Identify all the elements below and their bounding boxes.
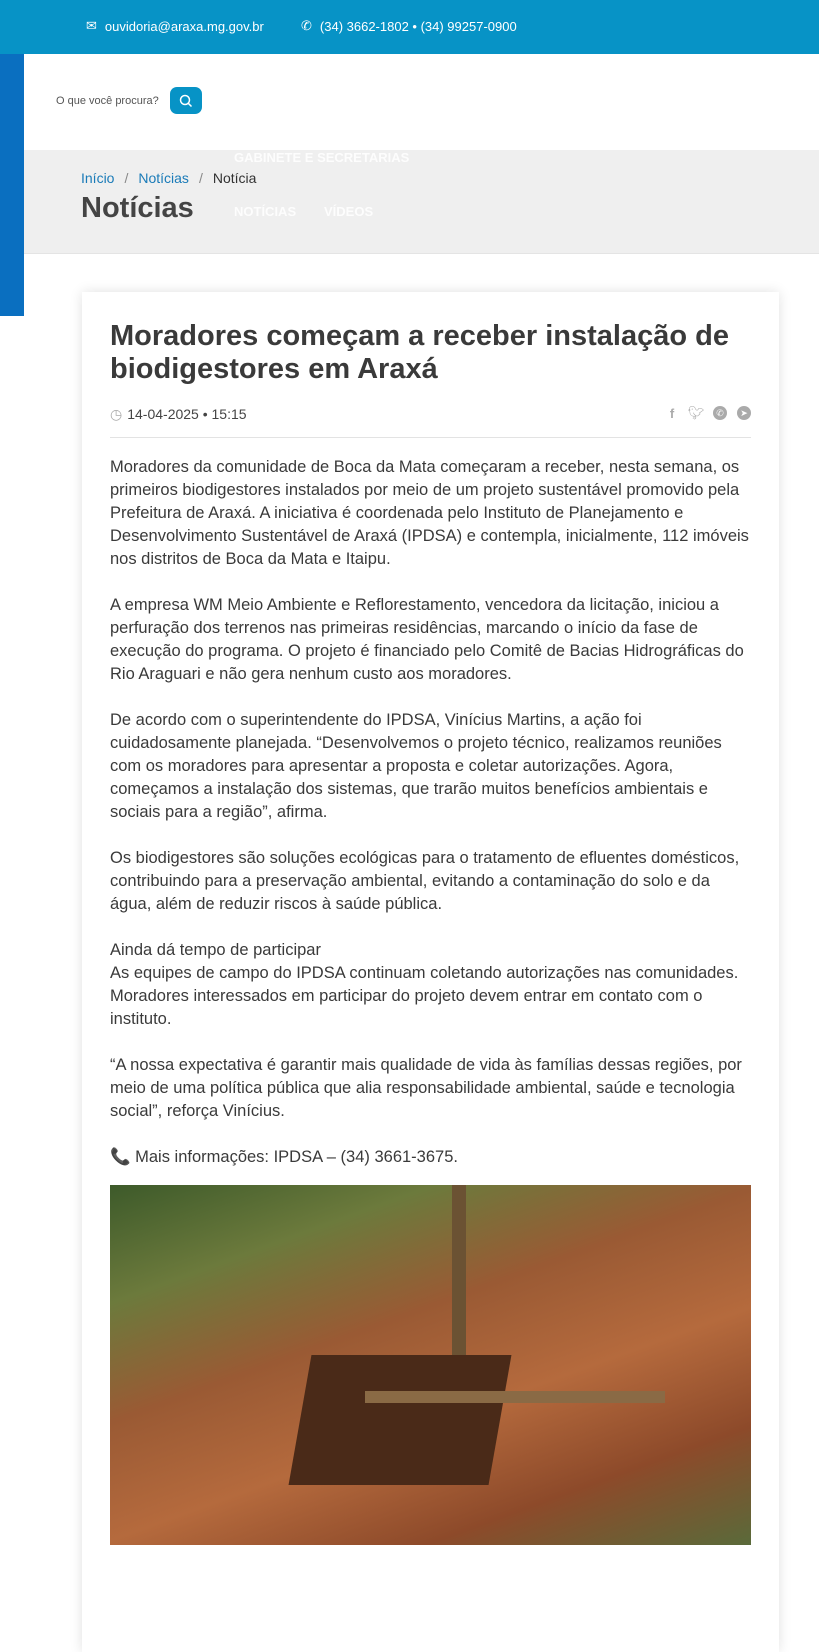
twitter-icon[interactable]: 🐦︎ xyxy=(687,405,705,420)
photo-post xyxy=(452,1185,466,1375)
article-title: Moradores começam a receber instalação de biodigestores em Araxá xyxy=(110,320,729,385)
breadcrumb-separator: / xyxy=(198,170,203,186)
breadcrumb xyxy=(81,170,256,186)
paragraph: “A nossa expectativa é garantir mais qualidade de vida às famílias dessas regiões, por meio de uma política pública que alia responsabilidade ambiental, saúde e tecnologia social”, reforça Vinícius. xyxy=(110,1056,742,1120)
menu-item-noticias[interactable]: NOTÍCIAS xyxy=(234,204,297,219)
facebook-icon[interactable]: f xyxy=(669,405,675,421)
photo-plank xyxy=(365,1391,665,1403)
article-date: 14-04-2025 • 15:15 xyxy=(127,406,247,422)
paragraph: Os biodigestores são soluções ecológicas para o tratamento de efluentes domésticos, contribuindo para a preservação ambiental, evitando a contaminação do solo e da água, além de reduzir riscos à saúde pública. xyxy=(110,849,740,913)
phone-icon: ✆ xyxy=(301,18,312,33)
breadcrumb-current: Notícia xyxy=(212,170,257,186)
breadcrumb-news[interactable]: Notícias xyxy=(138,170,189,186)
search-area xyxy=(56,87,202,114)
envelope-icon: ✉ xyxy=(86,18,97,33)
top-bar xyxy=(0,0,819,54)
page-title: Notícias xyxy=(81,192,194,224)
search-button[interactable] xyxy=(170,87,202,114)
whatsapp-icon[interactable]: ✆ xyxy=(713,406,727,420)
page-banner xyxy=(24,150,819,254)
clock-icon: ◷ xyxy=(110,406,123,422)
paragraph: As equipes de campo do IPDSA continuam coletando autorizações nas comunidades. Moradores interessados em participar do projeto devem entrar em contato com o instituto. xyxy=(110,964,739,1028)
paragraph: Moradores da comunidade de Boca da Mata começaram a receber, nesta semana, os primeiros biodigestores instalados por meio de um projeto sustentável promovido pela Prefeitura de Araxá. A iniciativa é coordenada pelo Instituto de Planejamento e Desenvolvimento Sustentável de Araxá (IPDSA) e contempla, inicialmente, 112 imóveis nos distritos de Boca da Mata e Itaipu. xyxy=(110,458,749,568)
subheading: Ainda dá tempo de participar xyxy=(110,941,321,959)
search-icon xyxy=(179,94,193,108)
menu-item-gabinete[interactable]: GABINETE E SECRETARIAS xyxy=(234,150,410,165)
article-card xyxy=(82,292,779,1652)
breadcrumb-home[interactable]: Início xyxy=(81,170,115,186)
email-contact[interactable]: ✉ ouvidoria@araxa.mg.gov.br xyxy=(86,18,264,34)
phone-contact[interactable]: ✆ (34) 3662-1802 • (34) 99257-0900 xyxy=(301,18,517,34)
article-body xyxy=(110,456,755,1192)
telegram-icon[interactable]: ➤ xyxy=(737,406,751,420)
paragraph: A empresa WM Meio Ambiente e Reflorestamento, vencedora da licitação, iniciou a perfuração dos terrenos nas primeiras residências, marcando o início da fase de execução do programa. O projeto é financiado pelo Comitê de Bacias Hidrográficas do Rio Araguari e não gera nenhum custo aos moradores. xyxy=(110,596,744,683)
menu-item-videos[interactable]: VÍDEOS xyxy=(324,204,374,219)
breadcrumb-separator: / xyxy=(124,170,129,186)
paragraph: De acordo com o superintendente do IPDSA, Vinícius Martins, a ação foi cuidadosamente planejada. “Desenvolvemos o projeto técnico, realizamos reuniões com os moradores para apresentar a proposta e coletar autorizações. Agora, começamos a instalação dos sistemas, que trarão muitos benefícios ambientais e sociais para a região”, afirma. xyxy=(110,711,722,821)
photo-trench xyxy=(289,1355,512,1485)
side-accent-bar xyxy=(0,54,24,316)
article-photo xyxy=(110,1185,751,1545)
share-buttons xyxy=(665,406,751,437)
article-meta xyxy=(110,406,751,438)
contact-info: 📞 Mais informações: IPDSA – (34) 3661-3675. xyxy=(110,1148,458,1166)
search-label[interactable]: O que você procura? xyxy=(56,94,159,107)
